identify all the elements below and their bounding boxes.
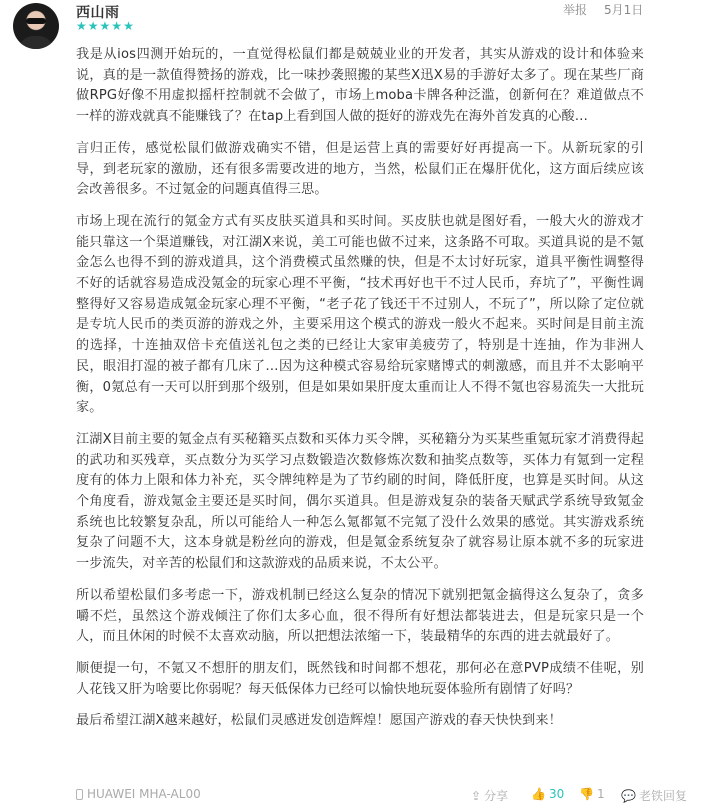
avatar-glasses	[26, 18, 46, 24]
star-icon: ★	[87, 19, 99, 33]
share-button[interactable]	[471, 787, 508, 804]
username[interactable]: 西山雨	[76, 5, 120, 21]
like-button[interactable]	[531, 787, 564, 801]
star-icon: ★	[111, 19, 123, 33]
review-footer	[76, 782, 687, 806]
reply-button[interactable]	[621, 787, 687, 804]
avatar[interactable]	[13, 3, 59, 49]
like-count: 30	[548, 787, 565, 801]
report-link[interactable]: 举报	[563, 3, 588, 17]
review-paragraph: 市场上现在流行的氪金方式有买皮肤买道具和买时间。买皮肤也就是图好看，一般大火的游戏才能只靠这一个渠道赚钱，对江湖X来说，美工可能也做不过来，这条路不可取。买道具说的是不氪金怎么也得不到的游戏道具，这个消费模式虽然赚的快，但是不太讨好玩家，道具平衡性调整得不好的话就容易造成没氪金的玩家心理不平衡，“技术再好也干不过人民币，弃坑了”，平衡性调整得好又容易造成氪金玩家心理不平衡，“老子花了钱还干不过别人，不玩了”，所以除了定位就是专坑人民币的类页游的游戏之外，主要采用这个模式的游戏一般火不起来。买时间是目前主流的选择，十连抽双倍卡充值送礼包之类的已经让大家审美疲劳了，特别是十连抽，作为非洲人民，眼泪打湿的被子都有几床了…因为这种模式容易给玩家赌博式的刺激感，而且并不太影响平衡，0氪总有一天可以肝到那个级别，但是如果如果肝度太重而让人不得不氪也容易流失一大批玩家。	[76, 213, 644, 416]
thumbs-up-icon: 👍	[531, 787, 546, 801]
review-body	[76, 45, 644, 743]
dislike-button[interactable]	[579, 787, 605, 801]
share-label: 分享	[484, 789, 509, 803]
device-info	[76, 787, 201, 801]
phone-icon	[76, 789, 83, 800]
dislike-count: 1	[596, 787, 605, 801]
review-paragraph: 言归正传，感觉松鼠们做游戏确实不错，但是运营上真的需要好好再提高一下。从新玩家的引导，到老玩家的激励，还有很多需要改进的地方，当然，松鼠们正在爆肝优化，这方面后续应该会改善很多。不过氪金的问题真值得三思。	[76, 140, 644, 198]
reply-label: 老铁回复	[638, 789, 687, 803]
review-paragraph: 顺便提一句，不氪又不想肝的朋友们，既然钱和时间都不想花，那何必在意PVP成绩不佳呢，别人花钱又肝为啥要比你弱呢？每天低保体力已经可以愉快地玩耍体验所有剧情了好吗？	[76, 660, 644, 697]
review-paragraph: 我是从ios四测开始玩的，一直觉得松鼠们都是兢兢业业的开发者，其实从游戏的设计和体验来说，真的是一款值得赞扬的游戏，比一味抄袭照搬的某些X迅X易的手游好太多了。现在某些厂商做RPG好像不用虚拟摇杆控制就不会做了，市场上moba卡牌各种泛滥，创新何在？难道做点不一样的游戏就真不能赚钱了？在tap上看到国人做的挺好的游戏先在海外首发真的心酸…	[76, 47, 644, 125]
device-name: HUAWEI MHA-AL00	[87, 787, 201, 801]
star-icon: ★	[99, 19, 111, 33]
review-paragraph: 最后希望江湖X越来越好，松鼠们灵感迸发创造辉煌！愿国产游戏的春天快快到来！	[76, 713, 562, 729]
review-date: 5月1日	[604, 3, 644, 17]
avatar-shirt	[19, 36, 53, 49]
star-icon: ★	[76, 19, 87, 33]
share-icon: ⇪	[471, 789, 482, 803]
review-paragraph: 江湖X目前主要的氪金点有买秘籍买点数和买体力买令牌，买秘籍分为买某些重氪玩家才消费得起的武功和买残章，买点数分为买学习点数锻造次数修炼次数和抽奖点数等，买体力有氪到一定程度有的体力上限和体力补充，买令牌纯粹是为了节约刷的时间，降低肝度，也算是买时间。从这个角度看，游戏氪金主要还是买时间，偶尔买道具。但是游戏复杂的装备天赋武学系统导致氪金系统也比较繁复杂乱，所以可能给人一种怎么氪都氪不完氪了没什么效果的感觉。其实游戏系统复杂了问题不大，这本身就是粉丝向的游戏，但是氪金系统复杂了就容易让原本就不多的玩家进一步流失，对辛苦的松鼠们和这款游戏的品质来说，不太公平。	[76, 431, 644, 572]
thumbs-down-icon: 👎	[579, 787, 594, 801]
review-paragraph: 所以希望松鼠们多考虑一下，游戏机制已经这么复杂的情况下就别把氪金搞得这么复杂了，贪多嚼不烂，虽然这个游戏倾注了你们太多心血，很不得所有好想法都装进去，但是玩家只是一个人，而且休闲的时候不太喜欢动脑，所以把想法浓缩一下，装最精华的东西的进去就最好了。	[76, 587, 644, 645]
star-icon: ★	[123, 19, 134, 33]
comment-icon: 💬	[621, 788, 636, 803]
star-rating	[76, 20, 134, 32]
